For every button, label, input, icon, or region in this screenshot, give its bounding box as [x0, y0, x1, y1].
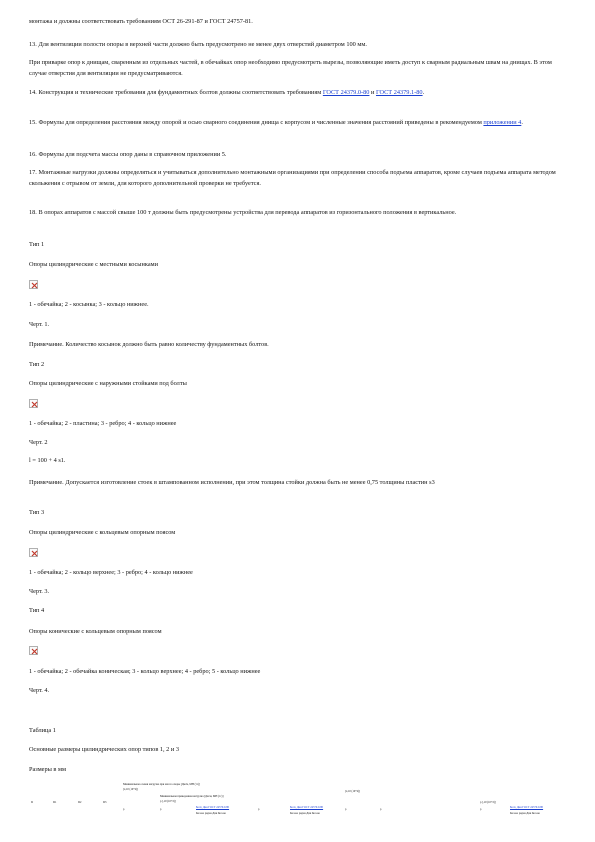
broken-image-icon [29, 399, 38, 408]
type-1-legend: 1 - обечайка; 2 - косынка; 3 - кольцо нижнее. [29, 301, 149, 308]
table-cell: р [123, 808, 125, 811]
table-bolt-link[interactable] [290, 806, 323, 810]
type-3-figure-label: Черт. 3. [29, 588, 50, 595]
table-header-cell: [л,10 (10+2)] [123, 788, 139, 791]
bolt-gost-link[interactable]: Болт, Днн ГОСТ 24379.0-80 [196, 806, 230, 809]
bolt-gost-link[interactable]: Болт, Днн ГОСТ 24379.0-80 [290, 806, 324, 809]
paragraph-17: 17. Монтажные нагрузки должны определяться и учитываться дополнительно монтажными организациями при определении способа подъема аппаратов, кроме случаев подъема аппарата методом скольжения с отрывом от земли, для которого дополнительной проверки не требуется. [29, 169, 556, 187]
type-2-formula: l = 100 + 4 s1. [29, 457, 66, 464]
paragraph-ost-ref: монтажа и должны соответствовать требованиям ОСТ 26-291-87 и ГОСТ 24757-81. [29, 18, 253, 25]
table-cell: р [160, 808, 162, 811]
broken-image-icon [29, 646, 38, 655]
table-small-cell: Кол-во рядов Днн Кол-во [196, 812, 227, 815]
type-3-description: Опоры цилиндрические с кольцевым опорным поясом [29, 529, 176, 536]
type-4-figure-label: Черт. 4. [29, 687, 50, 694]
paragraph-15-end: . [521, 119, 523, 126]
table-caption: Основные размеры цилиндрических опор типов 1, 2 и 3 [29, 746, 179, 753]
type-4-title: Тип 4 [29, 607, 45, 614]
paragraph-15 [29, 118, 569, 129]
table-cell: D2 [78, 801, 82, 804]
paragraph-14-and: и [371, 89, 375, 96]
dimensions-table [0, 780, 595, 820]
type-4-legend: 1 - обечайка; 2 - обечайка коническая; 3 - кольцо верхнее; 4 - ребро; 5 - кольцо нижнее [29, 668, 261, 675]
table-small-cell: Кол-во рядов Днн Кол-во [510, 812, 541, 815]
broken-image-icon [29, 280, 38, 289]
table-header-cell: Минимальная осевая нагрузка при массе опоры [Дж/м, МН (тс)] [123, 783, 200, 786]
paragraph-16: 16. Формулы для подсчета массы опор даны в справочном приложении 5. [29, 151, 227, 158]
table-header-cell: Минимальная приведенная нагрузка [Дж/м, МН (тс)] [160, 795, 224, 798]
type-3-title: Тип 3 [29, 509, 45, 516]
table-header-cell: [л,10 (10+2)] [345, 790, 361, 793]
table-cell: р [380, 808, 382, 811]
type-1-note: Примечание. Количество косынок должно быть равно количеству фундаментных болтов. [29, 341, 269, 348]
table-title: Таблица 1 [29, 727, 56, 734]
gost-24379-1-link[interactable]: ГОСТ 24379.1-80 [375, 89, 423, 96]
paragraph-15-text: 15. Формулы для определения расстояния между опорой и осью сварного соединения днища с корпусом и численные значения расстояний приведены в рекомендуемом [29, 119, 482, 126]
broken-image-icon [29, 548, 38, 557]
table-cell: р [258, 808, 260, 811]
table-cell: D1 [53, 801, 57, 804]
paragraph-18: 18. В опорах аппаратов с массой свыше 100 т должны быть предусмотрены устройства для перевода аппаратов из горизонтального положения в вертикальное. [29, 209, 457, 216]
gost-24379-0-link[interactable]: ГОСТ 24379.0-80 [322, 89, 370, 96]
type-1-figure-label: Черт. 1. [29, 321, 50, 328]
table-cell: р [345, 808, 347, 811]
paragraph-13: 13. Для вентиляции полости опоры в верхней части должно быть предусмотрено не менее двух отверстий диаметром 100 мм. [29, 41, 367, 48]
type-2-note: Примечание. Допускается изготовление стоек в штампованном исполнении, при этом толщина стойки должна быть не менее 0,75 толщины пластин s3 [29, 479, 435, 486]
type-4-description: Опоры конические с кольцевым опорным поясом [29, 628, 162, 635]
type-2-figure-label: Черт. 2 [29, 439, 48, 446]
type-3-legend: 1 - обечайка; 2 - кольцо верхнее; 3 - ребро; 4 - кольцо нижнее [29, 569, 193, 576]
appendix-4-link[interactable]: приложении 4 [483, 119, 522, 126]
type-1-description: Опоры цилиндрические с местными косынками [29, 261, 159, 268]
table-small-cell: Кол-во рядов Днн Кол-во [290, 812, 321, 815]
type-1-title: Тип 1 [29, 241, 45, 248]
table-units: Размеры в мм [29, 766, 66, 773]
type-2-legend: 1 - обечайка; 2 - пластина; 3 - ребро; 4 - кольцо нижнее [29, 420, 177, 427]
table-cell: D3 [103, 801, 107, 804]
table-header-cell: р [,10 (10+2)] [480, 801, 496, 804]
paragraph-14-end: . [422, 89, 425, 96]
type-2-title: Тип 2 [29, 361, 45, 368]
paragraph-13-note: При приварке опор к днищам, сваренным из отдельных частей, в обечайках опор необходимо предусмотреть вырезы, позволяющие иметь доступ к сварным радиальным швам на днищах. В этом случае отверстия для вентиляции не предусматриваются. [29, 59, 552, 77]
table-header-cell: р [,10 (10+2)] [160, 800, 176, 803]
paragraph-14-text: 14. Конструкция и технические требования для фундаментных болтов должны соответствовать требованиям [29, 89, 322, 96]
type-2-description: Опоры цилиндрические с наружными стойками под болты [29, 380, 187, 387]
paragraph-14 [29, 88, 569, 99]
bolt-gost-link[interactable]: Болт, Днн ГОСТ 24379.0-80 [510, 806, 544, 809]
table-cell: р [480, 808, 482, 811]
table-cell: D [31, 801, 34, 804]
table-bolt-link[interactable] [196, 806, 229, 810]
table-bolt-link[interactable] [510, 806, 543, 810]
